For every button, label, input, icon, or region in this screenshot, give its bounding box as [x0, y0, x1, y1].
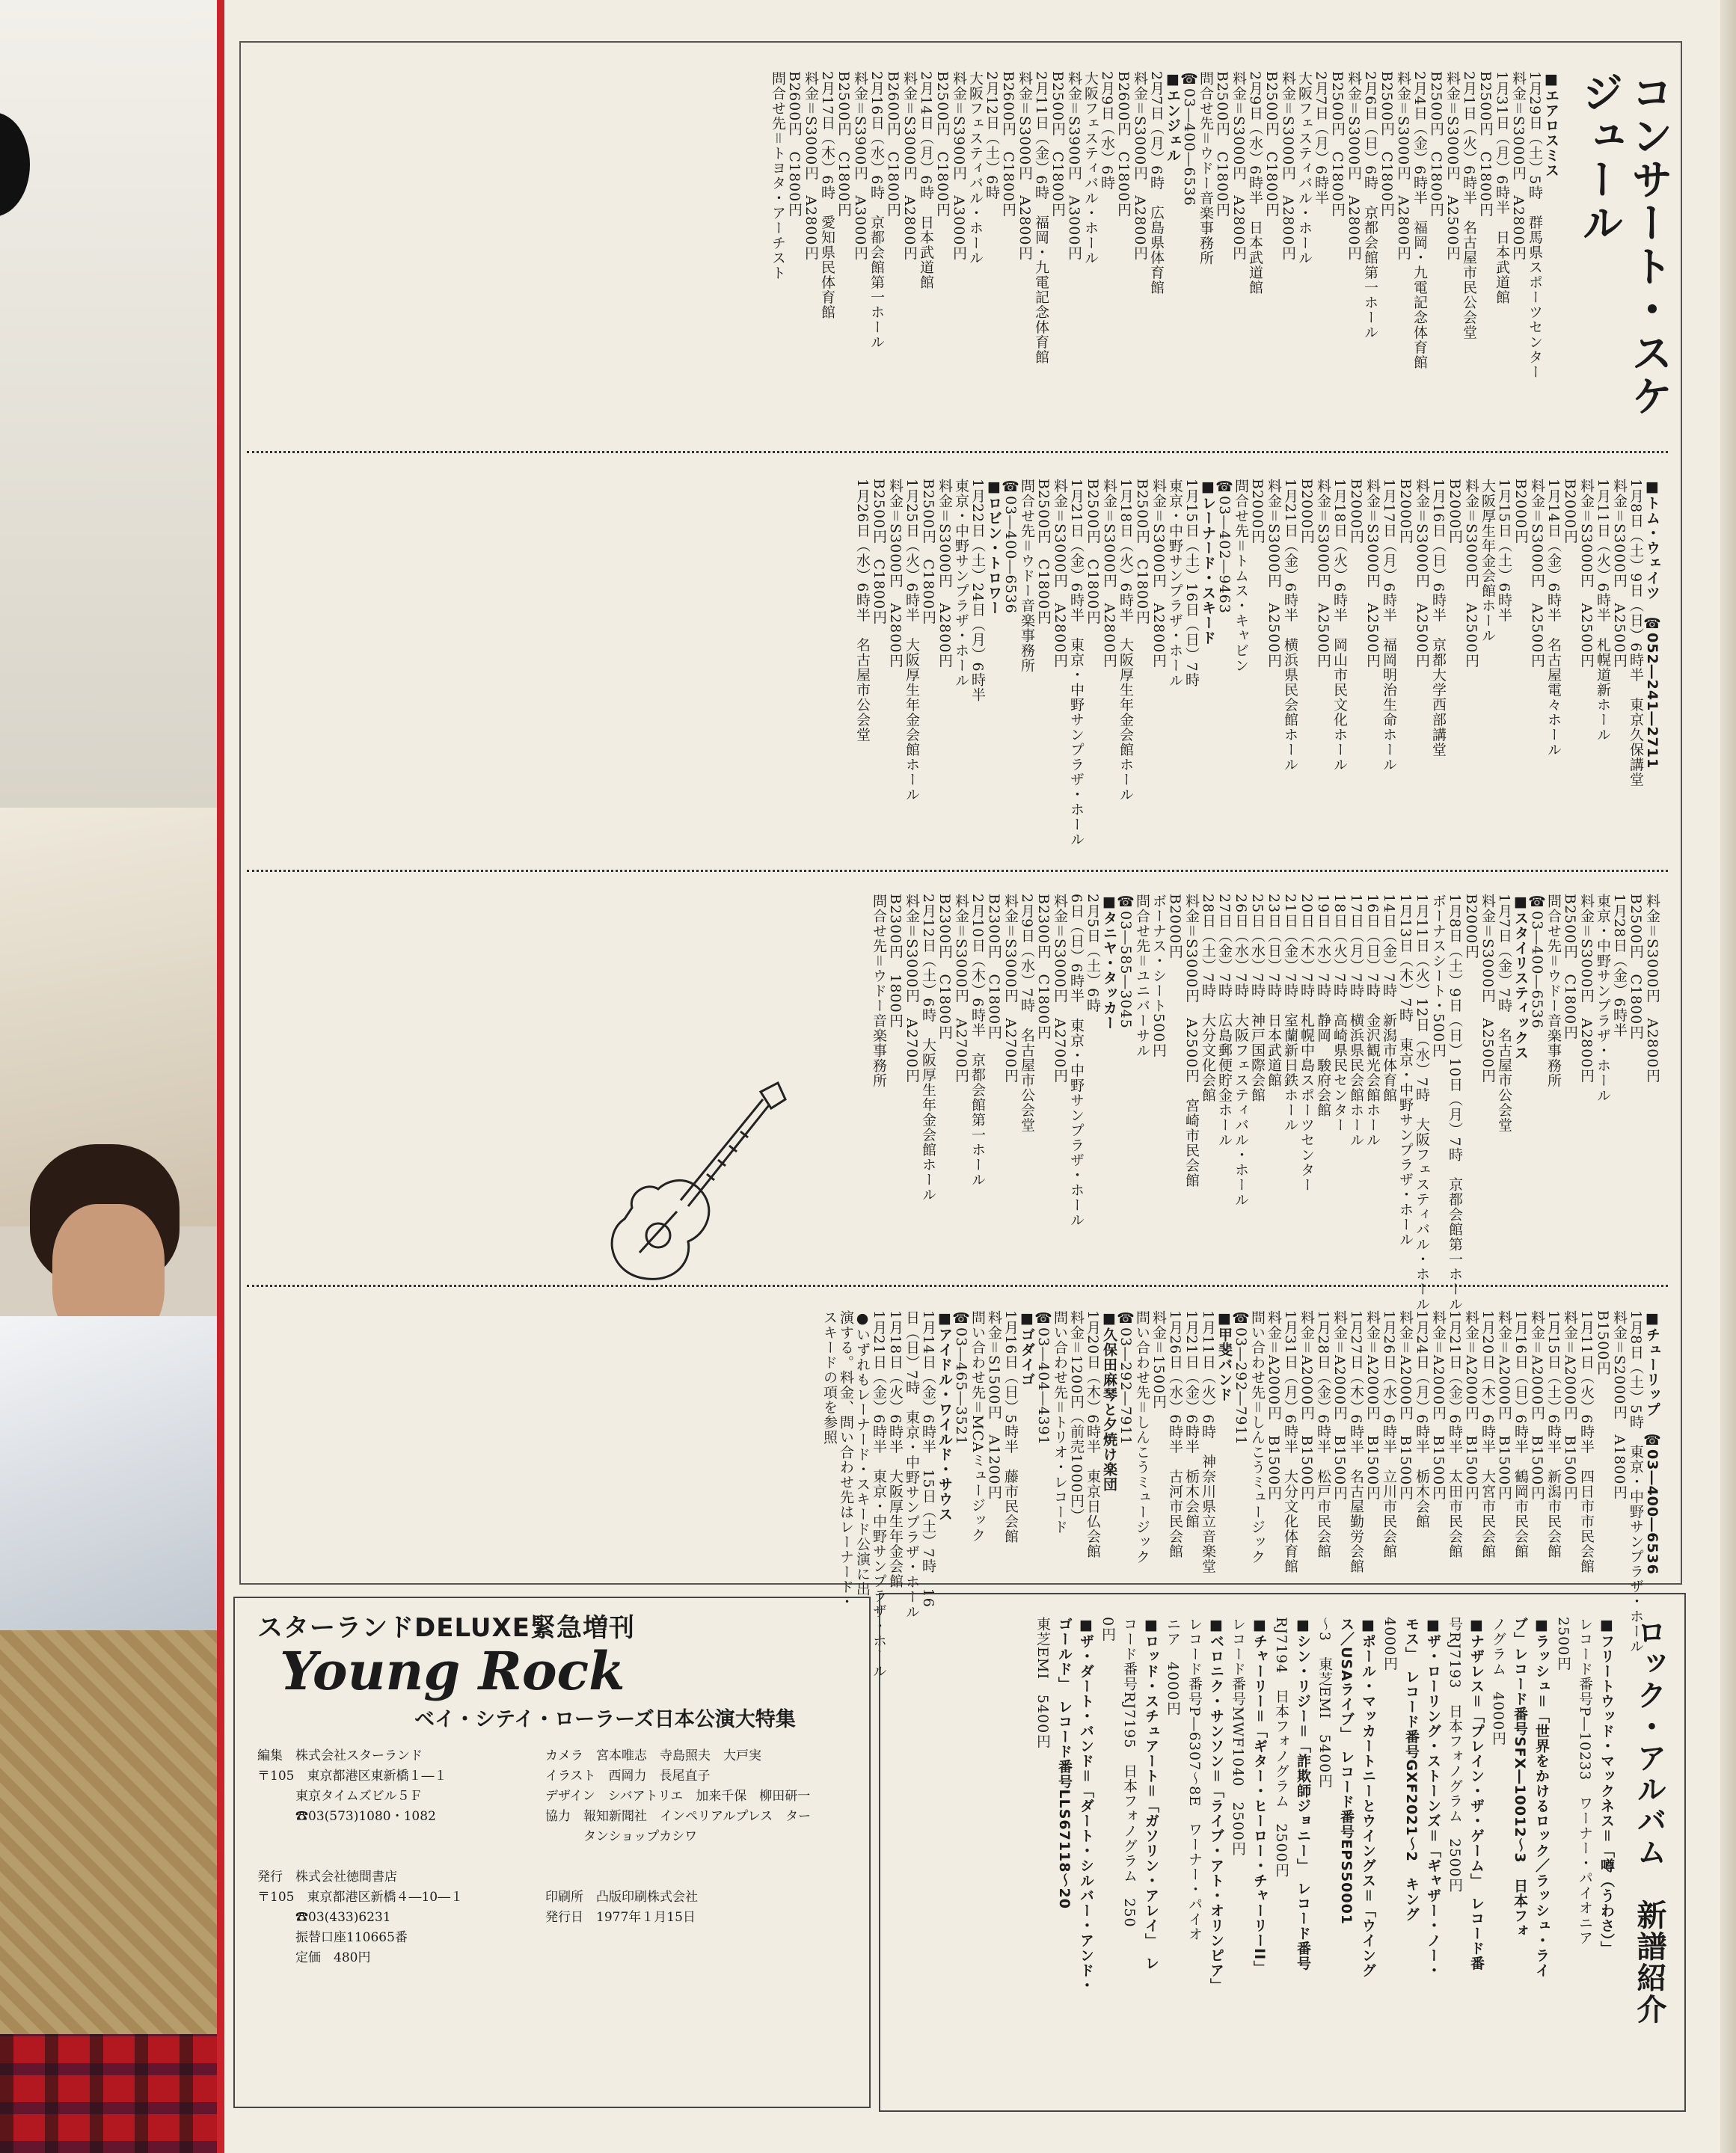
schedule-line: 1月21日（金）6時半 栃木会館: [1183, 1310, 1200, 1529]
schedule-line: B2500円 C1800円: [1378, 71, 1395, 218]
photo-person-shirt: [0, 1316, 224, 1630]
schedule-line: ☎03―404―4391: [1035, 1310, 1052, 1446]
schedule-line: 料金＝S3000円 A2500円: [1414, 479, 1430, 669]
schedule-line: 23日（日）7時 日本武道館: [1266, 894, 1282, 1088]
publisher-credits: 編集 株式会社スターランド 〒105 東京都港区東新橋１―１ 東京タイムズビル５Ｆ ☎03(573)1080・1082 発行 株式会社徳間書店 〒105 東京都港区新橋４―10―１ ☎03(433)6231 振替口座110665番 定価 480円: [257, 1748, 464, 1965]
schedule-line: 料金＝S3900円 A3000円: [1066, 71, 1082, 261]
schedule-line: 2月9日（水）7時 名古屋市公会堂: [1019, 894, 1035, 1133]
schedule-line: 問合せ先＝トヨタ・アーチスト: [770, 71, 786, 281]
schedule-line: ☎03―402―9463: [1216, 479, 1233, 614]
schedule-line: 1月16日（日）6時半 鶴岡市民会館: [1512, 1310, 1529, 1559]
schedule-line: 1月11日（火）12日（水）7時 大阪フェスティバル・ホール: [1414, 894, 1430, 1312]
artist-heading: ■エンジェル: [1165, 71, 1181, 163]
schedule-line: 25日（水）7時 神戸国際会館: [1249, 894, 1266, 1103]
schedule-line: ボーナスシート・500円: [1430, 894, 1447, 1058]
schedule-line: 1月26日（水）6時半 立川市民会館: [1381, 1310, 1397, 1559]
album-title-line: ■フリートウッド・マックネス＝「噂（うわさ）」: [1598, 1617, 1615, 1956]
schedule-line: 料金＝S3000円 A2800円: [1644, 894, 1660, 1084]
new-albums-list: [1031, 1617, 1617, 2095]
schedule-line: 1月29日（土）5時 群馬県スポーツセンター: [1527, 71, 1543, 380]
schedule-line: 2月7日（月）6時 広島県体育館: [1148, 71, 1165, 295]
album-detail-line: コード番号RJ7195 日本フォノグラム 250: [1121, 1617, 1138, 1928]
dotted-divider: [247, 870, 1668, 872]
schedule-line: 大阪フェスティバル・ホール: [1296, 71, 1313, 265]
schedule-line: 料金＝S2000円 A1800円: [1611, 1310, 1628, 1500]
schedule-line: 問合せ先＝ユニバーサル: [1134, 894, 1150, 1059]
schedule-line: 問い合わせ先＝しんこうミュージック: [1134, 1310, 1150, 1565]
schedule-line: B2500円 C1800円: [934, 71, 951, 218]
schedule-line: 1月11日（火）6時半 四日市市民会館: [1578, 1310, 1595, 1574]
schedule-line: 料金＝S3000円 A2500円: [1315, 479, 1331, 669]
album-detail-line: レコード番号MWF1040 2500円: [1230, 1617, 1246, 1856]
schedule-line: 料金＝S3000円 A2800円: [1132, 71, 1148, 261]
schedule-line: 1月14日（金）6時半 名古屋電々ホール: [1545, 479, 1562, 758]
schedule-band-tomwaits-lynyrd-robin: [254, 479, 1660, 847]
schedule-line: B2000円: [1298, 479, 1315, 544]
schedule-line: 問合せ先＝ウドー音楽事務所: [871, 894, 887, 1089]
schedule-line: 日（日）7時 東京・中野サンプラザ・ホール: [904, 1310, 920, 1620]
page-edge: [1720, 0, 1736, 2153]
schedule-line: 東京・中野サンプラザ・ホール: [1595, 894, 1611, 1103]
photo-plaid-cloth: [0, 2034, 224, 2153]
schedule-line: 1月20日（木）6時半 大宮市民会館: [1479, 1310, 1496, 1559]
schedule-line: B2300円 C1800円: [936, 894, 953, 1040]
schedule-line: B2000円: [1249, 479, 1266, 544]
schedule-line: 1月31日（月）6時半 大分文化体育館: [1282, 1310, 1298, 1574]
schedule-line: 1月8日（土）5時 東京・中野サンプラザ・ホール: [1628, 1310, 1644, 1654]
schedule-line: 料金＝A2000円 B1500円: [1529, 1310, 1545, 1501]
dotted-divider: [247, 1285, 1668, 1287]
schedule-line: 料金＝S3000円 A2800円: [1346, 71, 1362, 261]
schedule-line: B2500円 C1800円: [871, 479, 887, 625]
schedule-line: 問い合わせ先＝しんこうミュージック: [1249, 1310, 1266, 1565]
album-detail-line: レコード番号P―10233 ワーナー・パイオニア: [1577, 1617, 1593, 1946]
schedule-line: 料金＝A2000円 B1500円: [1430, 1310, 1447, 1501]
schedule-line: 1月26日（水）6時半 古河市民会館: [1167, 1310, 1183, 1559]
album-detail-line: RJ7194 日本フォノグラム 2500円: [1273, 1617, 1289, 1878]
schedule-line: B2500円 C1800円: [1477, 71, 1494, 218]
schedule-line: 21日（金）7時 室蘭新日鉄ホール: [1282, 894, 1298, 1133]
schedule-line: 2月11日（金）6時 福岡・九電記念体育館: [1033, 71, 1049, 365]
schedule-line: B2000円: [1167, 894, 1183, 959]
album-detail-line: ニア 4000円: [1165, 1617, 1181, 1716]
schedule-line: 料金＝S3000円 A2500円: [1479, 894, 1496, 1084]
schedule-line: 2月16日（水）6時 京都会館第一ホール: [868, 71, 885, 350]
schedule-line: 料金＝S3000円 A2800円: [1510, 71, 1527, 261]
schedule-line: 料金＝A2000円 B1500円: [1397, 1310, 1414, 1501]
schedule-line: 大阪フェスティバル・ホール: [967, 71, 984, 265]
artist-heading: ■甲斐バンド: [1216, 1310, 1233, 1402]
schedule-line: 料金＝S3000円 A2500円 宮崎市民会館: [1183, 894, 1200, 1188]
schedule-line: 東京・中野サンプラザ・ホール: [1167, 479, 1183, 688]
schedule-line: ☎03―400―6536: [1002, 479, 1019, 614]
album-title-line: ス／USAライブ」 レコード番号EPS50001: [1338, 1617, 1355, 1926]
schedule-line: 料金＝A2000円 B1500円: [1364, 1310, 1381, 1501]
photo-background: [0, 0, 224, 808]
staff-credits: カメラ 宮本唯志 寺島照夫 大戸実 イラスト 西岡力 長尾直子 デザイン シバアトリエ 加来千保 柳田研一 協力 報知新聞社 インペリアルプレス ター タンショップカシワ 印刷所 凸版印刷株式会社 発行日 1977年１月15日: [545, 1748, 812, 1925]
schedule-line: 1月17日（月）6時半 福岡明治生命ホール: [1381, 479, 1397, 773]
schedule-line: B2600円 C1800円: [885, 71, 901, 218]
schedule-line: 16日（日）7時 金沢観光会館ホール: [1364, 894, 1381, 1148]
schedule-line: B2500円 C1800円: [835, 71, 852, 218]
schedule-line: 料金＝S3000円 A2500円: [1364, 479, 1381, 669]
album-detail-line: ノグラム 4000円: [1490, 1617, 1506, 1746]
artist-heading: ■ロビン・トロワー: [986, 479, 1002, 615]
schedule-line: 問合せ先＝ウドー音楽事務所: [1545, 894, 1562, 1089]
schedule-line: 1月25日（火）6時半 大阪厚生年金会館ホール: [904, 479, 920, 802]
artist-heading: ■エアロスミス: [1543, 71, 1559, 178]
album-title-line: ■ベロニク・サンソン＝「ライブ・アト・オリンピア」: [1208, 1617, 1224, 1994]
schedule-line: 2月7日（月）6時半: [1313, 71, 1329, 206]
new-albums-heading: ロック・アルバム 新譜紹介: [1632, 1617, 1666, 2025]
album-detail-line: 東芝EMI 5400円: [1034, 1617, 1051, 1749]
schedule-line: ☎03―400―6536: [1529, 894, 1545, 1029]
schedule-line: 料金＝A2000円 B1500円: [1496, 1310, 1512, 1501]
schedule-line: 料金＝S3000円 A2700円: [1052, 894, 1068, 1084]
schedule-line: 演する。料金、問い合わせ先はレーナード・: [838, 1310, 854, 1609]
schedule-line: 料金＝S3000円 A2800円: [1052, 479, 1068, 669]
schedule-line: ☎03―585―3045: [1117, 894, 1134, 1029]
schedule-line: 2月10日（木）6時半 京都会館第一ホール: [969, 894, 986, 1188]
album-title-line: モス」 レコード番号GXF2021～2 キング: [1403, 1617, 1420, 1922]
album-detail-line: 号RJ7193 日本フォノグラム 2500円: [1447, 1617, 1463, 1893]
album-title-line: ■ナザレス＝「プレイン・ザ・ゲーム」 レコード番: [1468, 1617, 1485, 1971]
schedule-line: 問合せ先＝ウドー音楽事務所: [1019, 479, 1035, 674]
schedule-line: B2500円 C1800円: [1428, 71, 1444, 218]
album-title-line: ■チャーリー＝「ギター・ヒーロー・チャーリーII」: [1251, 1617, 1268, 1976]
schedule-line: 28日（土）7時 大分文化会館: [1200, 894, 1216, 1103]
artist-heading: ■トム・ウェイツ ☎052―241―2711: [1644, 479, 1660, 770]
schedule-line: B2600円 C1800円: [1115, 71, 1132, 218]
schedule-line: B2500円 C1800円: [1562, 894, 1578, 1040]
schedule-line: B2300円 1800円: [887, 894, 904, 1028]
schedule-line: 料金＝S3900円 A3000円: [951, 71, 967, 261]
album-detail-line: 4000円: [1381, 1617, 1398, 1671]
schedule-line: 2月12日（土）6時 大阪厚生年金会館ホール: [920, 894, 936, 1203]
schedule-line: 料金＝S3000円 A2800円: [1101, 479, 1117, 669]
schedule-line: ☎03―400―6536: [1181, 71, 1197, 206]
schedule-line: 料金＝S3000円 A2700円: [1002, 894, 1019, 1084]
schedule-line: 料金＝S3000円 A2800円: [887, 479, 904, 669]
schedule-line: 1月11日（火）6時 神奈川県立音楽堂: [1200, 1310, 1216, 1574]
schedule-line: 1月24日（月）6時半 栃木会館: [1414, 1310, 1430, 1529]
schedule-line: 2月14日（月）6時 日本武道館: [918, 71, 934, 290]
schedule-line: 大阪フェスティバル・ホール: [1082, 71, 1099, 265]
schedule-line: B2000円: [1348, 479, 1364, 544]
schedule-line: B2500円 C1800円: [1628, 894, 1644, 1040]
schedule-line: 料金＝A2000円 B1500円: [1298, 1310, 1315, 1501]
schedule-line: 1月16日（日）5時半 藤市民会館: [1002, 1310, 1019, 1544]
schedule-line: 問い合わせ先＝トリオ・レコード: [1052, 1310, 1068, 1535]
magazine-headline: スターランドDELUXE緊急増刊: [257, 1613, 635, 1643]
schedule-line: 1月13日（木）7時 東京・中野サンプラザ・ホール: [1397, 894, 1414, 1247]
album-title-line: ■ザ・ローリング・ストーンズ＝「ギャザー・ノー・: [1425, 1617, 1441, 1979]
album-title-line: ■ラッシュ＝「世界をかけるロック／ラッシュ・ライ: [1533, 1617, 1550, 1979]
schedule-line: 料金＝S3000円 A2500円: [1578, 479, 1595, 669]
album-detail-line: 0円: [1099, 1617, 1116, 1642]
schedule-line: 料金＝1200円（前売1000円）: [1068, 1310, 1085, 1523]
magazine-subtitle: ベイ・シテイ・ローラーズ日本公演大特集: [414, 1708, 796, 1731]
schedule-line: 料金＝A2000円 B1500円: [1463, 1310, 1479, 1501]
schedule-line: 27日（金）7時 広島郵便貯金ホール: [1216, 894, 1233, 1148]
schedule-line: 料金＝S3000円 A2800円: [1395, 71, 1411, 261]
schedule-line: B2500円 C1800円: [920, 479, 936, 625]
artist-heading: ■タニヤ・タッカー: [1101, 894, 1117, 1031]
schedule-line: 料金＝S3000円 A2800円: [1016, 71, 1033, 261]
schedule-line: 料金＝S3000円 A2500円: [1529, 479, 1545, 669]
schedule-line: 料金＝S1500円 A1200円: [986, 1310, 1002, 1500]
artist-heading: ■レーナード・スキード: [1200, 479, 1216, 645]
cover-photo: [0, 0, 224, 2153]
schedule-line: 14日（金）7時 新潟市体育館: [1381, 894, 1397, 1103]
schedule-line: B2500円 C1800円: [1134, 479, 1150, 625]
new-albums-box: [879, 1593, 1686, 2112]
schedule-line: 1月8日（土）9日（日）10日（月）7時 京都会館第一ホール: [1447, 894, 1463, 1312]
schedule-line: 2月6日（日）6時 京都会館第一ホール: [1362, 71, 1378, 340]
schedule-line: 料金＝S3000円 A2800円: [1578, 894, 1595, 1084]
schedule-line: B2500円 C1800円: [1214, 71, 1230, 218]
schedule-line: B2500円 C1800円: [1085, 479, 1101, 625]
schedule-line: 1月18日（火）6時半 岡山市民文化ホール: [1331, 479, 1348, 773]
schedule-line: B2500円 C1800円: [1329, 71, 1346, 218]
album-title-line: ■ポール・マッカートニーとウイングス＝「ウイング: [1360, 1617, 1376, 1979]
schedule-line: 料金＝A2000円 B1500円: [1331, 1310, 1348, 1501]
album-title-line: ■ロッド・スチュアート＝「ガソリン・アレイ」 レ: [1143, 1617, 1159, 1971]
schedule-line: 2月5日（土）6時: [1085, 894, 1101, 1013]
schedule-line: B2000円: [1397, 479, 1414, 544]
schedule-line: B2000円: [1562, 479, 1578, 544]
schedule-line: 料金＝S3900円 A3000円: [852, 71, 868, 261]
schedule-line: 17日（月）7時 横浜県民会館ホール: [1348, 894, 1364, 1148]
album-title-line: ■ザ・ダート・バンド＝「ダート・シルバー・アンド・: [1078, 1617, 1094, 1994]
schedule-line: 19日（水）7時 静岡 駿府会館: [1315, 894, 1331, 1118]
schedule-line: ●いずれもレーナード・スキード公演に出: [854, 1310, 871, 1597]
schedule-line: 料金＝S3000円 A2500円: [1463, 479, 1479, 669]
schedule-line: 1月16日（日）6時半 京都大学西部講堂: [1430, 479, 1447, 758]
schedule-line: 問い合わせ先＝MCAミュージック: [969, 1310, 986, 1543]
schedule-line: B2600円 C1800円: [1000, 71, 1016, 218]
schedule-line: 1月28日（金）6時半 松戸市民会館: [1315, 1310, 1331, 1559]
album-detail-line: レコード番号P―6307～8E ワーナー・パイオ: [1186, 1617, 1203, 1942]
schedule-line: B2600円 C1800円: [786, 71, 803, 218]
schedule-line: 1月8日（土）9日（日）6時半 東京久保講堂: [1628, 479, 1644, 787]
schedule-line: 料金＝S3000円 A2800円: [1150, 479, 1167, 669]
schedule-line: B2300円 C1800円: [986, 894, 1002, 1040]
schedule-line: 料金＝S3000円 A2500円: [1444, 71, 1461, 261]
schedule-band-stylistics-tanya: [254, 894, 1660, 1312]
schedule-line: 問合せ先＝ウドー音楽事務所: [1197, 71, 1214, 266]
schedule-line: 東京・中野サンプラザ・ホール: [953, 479, 969, 688]
schedule-line: 1月28日（金）6時半: [1611, 894, 1628, 1038]
schedule-line: 1月15日（土）6時半 新潟市民会館: [1545, 1310, 1562, 1559]
schedule-line: 料金＝S3000円 A2800円: [901, 71, 918, 261]
schedule-line: 1月18日（火）6時半 大阪厚生年金会館ホール: [1117, 479, 1134, 802]
schedule-line: B2500円 C1800円: [1263, 71, 1280, 218]
concert-schedule-title: コンサート・スケジュール: [1575, 71, 1673, 418]
schedule-line: 1月31日（月）6時半 日本武道館: [1494, 71, 1510, 305]
schedule-line: 料金＝S3000円 A2500円: [1266, 479, 1282, 669]
schedule-line: 料金＝S3000円 A2500円: [1611, 479, 1628, 669]
schedule-line: 1月21日（金）6時半 東京・中野サンプラザ・ホール: [1068, 479, 1085, 847]
schedule-line: 1月20日（木）6時半 東京日仏会館: [1085, 1310, 1101, 1559]
schedule-line: 料金＝1500円: [1150, 1310, 1167, 1410]
schedule-line: 1月21日（金）6時半 東京・中野サンプラザ・ホール: [871, 1310, 887, 1679]
schedule-line: 大阪厚生年金会館ホール: [1479, 479, 1496, 643]
schedule-line: 問合せ先＝トムス・キャビン: [1233, 479, 1249, 674]
artist-heading: ■チューリップ ☎03―400―6536: [1644, 1310, 1660, 1575]
schedule-line: 20日（木）7時 札幌中島スポーツセンター: [1298, 894, 1315, 1193]
schedule-line: B2000円: [1447, 479, 1463, 544]
schedule-line: 1月11日（火）6時半 札幌道新ホール: [1595, 479, 1611, 743]
schedule-line: 2月1日（火）6時半 名古屋市民公会堂: [1461, 71, 1477, 340]
schedule-line: ボーナス・シート500円: [1150, 894, 1167, 1058]
schedule-line: 1月27日（木）6時半 名古屋勤労会館: [1348, 1310, 1364, 1574]
schedule-line: 2月9日（水）6時半 日本武道館: [1247, 71, 1263, 295]
photo-sofa: [0, 1630, 224, 2034]
schedule-line: 料金＝S3000円 A2800円: [1280, 71, 1296, 261]
schedule-line: B2000円: [1463, 894, 1479, 959]
guitar-illustration: [595, 1069, 789, 1286]
schedule-line: 料金＝S3000円 A2800円: [803, 71, 819, 261]
artist-heading: ■久保田麻琴と夕焼け楽団: [1101, 1310, 1117, 1492]
dotted-divider: [247, 451, 1668, 453]
schedule-line: 料金＝S3000円 A2700円: [904, 894, 920, 1084]
schedule-line: ☎03―292―7911: [1233, 1310, 1249, 1446]
schedule-line: 1月7日（金）7時 名古屋市公会堂: [1496, 894, 1512, 1133]
schedule-line: 料金＝A2000円 B1500円: [1562, 1310, 1578, 1501]
schedule-line: 18日（火）7時 高崎県民センター: [1331, 894, 1348, 1133]
schedule-line: B2500円 C1800円: [1049, 71, 1066, 218]
red-page-edge: [217, 0, 224, 2153]
magazine-title: Young Rock: [280, 1640, 625, 1702]
album-title-line: ■シン・リジー＝「詐欺師ジョニー」 レコード番号: [1295, 1617, 1311, 1971]
schedule-line: 2月4日（金）6時半 福岡・九電記念体育館: [1411, 71, 1428, 370]
schedule-line: ☎03―465―3521: [953, 1310, 969, 1446]
schedule-line: 26日（水）7時 大阪フェスティバル・ホール: [1233, 894, 1249, 1208]
schedule-line: 2月17日（木）6時 愛知県民体育館: [819, 71, 835, 320]
artist-heading: ■ゴダイゴ: [1019, 1310, 1035, 1387]
schedule-line: 料金＝S3000円 A2700円: [953, 894, 969, 1084]
schedule-line: ☎03―292―7911: [1117, 1310, 1134, 1446]
album-title-line: ブ」レコード番号SFX―10012～3 日本フォ: [1512, 1617, 1528, 1938]
schedule-line: スキードの項を参照: [821, 1310, 838, 1445]
schedule-line: 1月22日（土）24日（月）6時半: [969, 479, 986, 702]
schedule-line: 1月14日（金）6時半 15日（土）7時 16: [920, 1310, 936, 1608]
schedule-line: B2000円: [1512, 479, 1529, 544]
album-detail-line: 2500円: [1555, 1617, 1571, 1671]
schedule-line: 1月26日（水）6時半 名古屋市公会堂: [854, 479, 871, 743]
schedule-line: 1月15日（土）6時半: [1496, 479, 1512, 623]
magazine-credits-box: [233, 1597, 871, 2108]
schedule-line: 2月12日（土）6時: [984, 71, 1000, 200]
album-detail-line: ～3 東芝EMI 5400円: [1316, 1617, 1333, 1789]
schedule-line: 1月21日（金）6時半 太田市民会館: [1447, 1310, 1463, 1559]
schedule-line: 1月15日（土）16日（日）7時: [1183, 479, 1200, 687]
schedule-line: B1500円: [1595, 1310, 1611, 1376]
artist-heading: ■アイドル・ワイルド・サウス: [936, 1310, 953, 1522]
schedule-line: 料金＝A2000円 B1500円: [1266, 1310, 1282, 1501]
schedule-line: 料金＝S3000円 A2800円: [936, 479, 953, 669]
schedule-line: 6日（日）6時半 東京・中野サンプラザ・ホール: [1068, 894, 1085, 1228]
schedule-line: B2300円 C1800円: [1035, 894, 1052, 1040]
schedule-band-aerosmith-angel: [254, 71, 1559, 430]
schedule-line: 料金＝S3000円 A2800円: [1230, 71, 1247, 261]
album-title-line: ゴールド」 レコード番号LLS67118～20: [1056, 1617, 1073, 1909]
schedule-line: 1月21日（金）6時半 横浜県民会館ホール: [1282, 479, 1298, 773]
schedule-line: 2月9日（水）6時: [1099, 71, 1115, 191]
schedule-line: B2500円 C1800円: [1035, 479, 1052, 625]
artist-heading: ■スタイリスティックス: [1512, 894, 1529, 1060]
schedule-line: 1月18日（火）6時半 大阪厚生年金会館: [887, 1310, 904, 1589]
